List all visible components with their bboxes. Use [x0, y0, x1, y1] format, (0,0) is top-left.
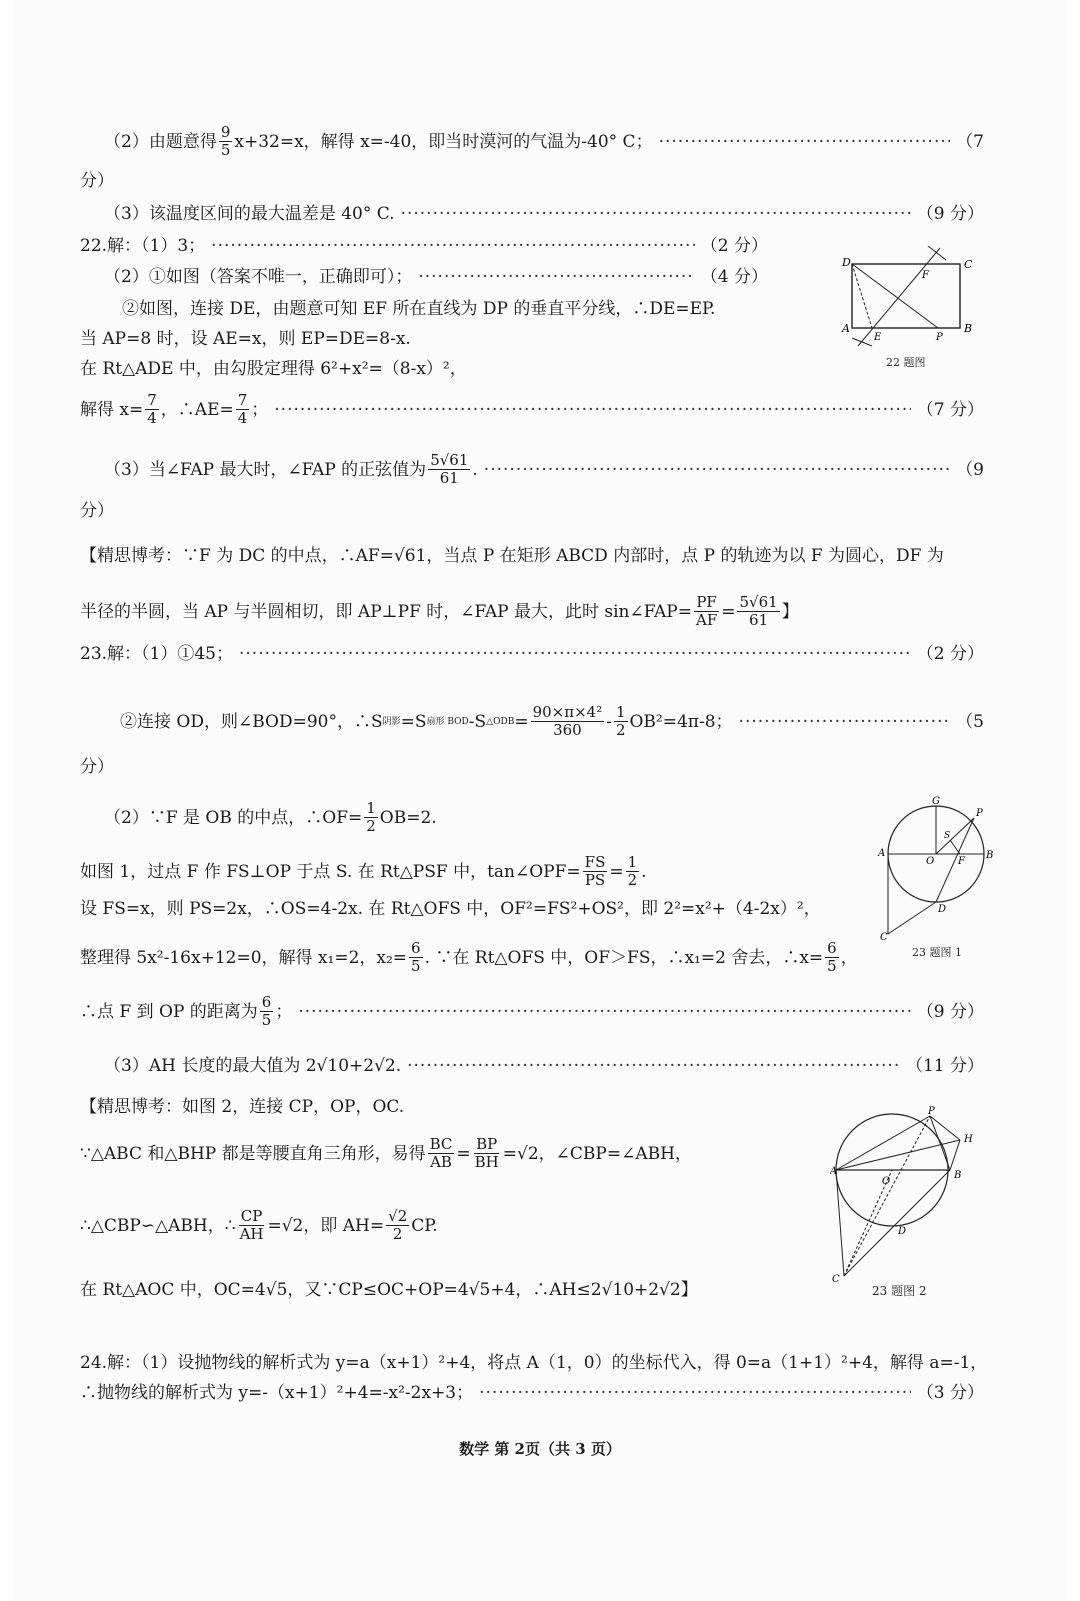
leader-dots — [298, 1001, 910, 1023]
label-a: A — [878, 848, 886, 859]
text: = — [721, 601, 736, 622]
text: =√2，即 AH= — [267, 1215, 385, 1236]
label-p: P — [976, 808, 983, 819]
segment-hb — [950, 1140, 960, 1170]
label-p: P — [936, 332, 943, 343]
insight-note-cont — [80, 594, 984, 629]
fraction: $\frac{6}{5}$ — [261, 993, 272, 1029]
label-f: F — [922, 270, 929, 281]
segment-ac — [836, 1170, 844, 1276]
segment-cp — [844, 1116, 930, 1276]
fraction: $\frac{CP}{AH}$ — [239, 1207, 264, 1243]
score-continuation: 分） — [80, 757, 114, 777]
q23-step: 设 FS=x，则 PS=2x，∴OS=4-2x. 在 Rt△OFS 中，OF²=FS²+OS²，即 2²=x²+（4-2x）²， — [80, 899, 821, 919]
score: （5 — [956, 711, 984, 732]
leader-dots — [401, 203, 911, 225]
text: OB=2. — [379, 807, 437, 828]
fraction: $\frac{1}{2}$ — [627, 853, 638, 889]
insight-note: 【精思博考：∵F 为 DC 的中点，∴AF=√61，当点 P 在矩形 ABCD 内部时，点 P 的轨迹为以 F 为圆心，DF 为 — [80, 546, 944, 566]
text: 22.解：（1）3； — [80, 236, 206, 256]
subscript: 扇形 BOD — [426, 716, 469, 727]
leader-dots — [479, 1382, 911, 1404]
q21-part2-line — [104, 124, 984, 159]
score: （9 分） — [916, 1001, 984, 1022]
text: ∴△CBP∽△ABH，∴ — [80, 1215, 236, 1236]
score: （2 分） — [916, 644, 984, 664]
figure-23-1-diagram — [876, 794, 1006, 944]
fraction: $\frac{5√61}{61}$ — [739, 593, 778, 629]
label-o: O — [926, 856, 935, 867]
text: ②连接 OD，则∠BOD=90°，∴S — [120, 711, 383, 732]
subscript: 阴影 — [382, 716, 401, 727]
text: ； — [275, 1001, 293, 1022]
text: 整理得 5x²-16x+12=0，解得 x₁=2，x₂= — [80, 947, 408, 968]
text: 】 — [781, 601, 799, 622]
q22-part3-line — [104, 452, 984, 487]
leader-dots — [407, 1055, 900, 1077]
q24-line: 24.解：（1）设抛物线的解析式为 y=a（x+1）²+4，将点 A（1，0）的坐标代入，得 0=a（1+1）²+4，解得 a=-1， — [80, 1353, 988, 1373]
figure-22-diagram — [836, 242, 986, 352]
q23-part3-line — [104, 1055, 984, 1077]
fraction: $\frac{5√61}{61}$ — [430, 451, 469, 487]
rectangle-abcd — [852, 264, 960, 328]
figure-22 — [836, 242, 986, 352]
q22-part2-line — [104, 266, 768, 288]
leader-dots — [274, 399, 910, 421]
score-continuation: 分） — [80, 171, 114, 191]
score: （3 分） — [916, 1383, 984, 1403]
fraction: $\frac{FS}{PS}$ — [584, 853, 606, 889]
leader-dots — [239, 643, 911, 665]
insight-note: 【精思博考：如图 2，连接 CP，OP，OC. — [80, 1097, 405, 1117]
figure-23-2-caption: 23 题图 2 — [872, 1284, 927, 1298]
text: （2）①如图（答案不唯一，正确即可）； — [104, 267, 413, 287]
text: . ∵在 Rt△OFS 中，OF＞FS，∴x₁=2 舍去，∴x= — [424, 947, 824, 968]
text: （3）当∠FAP 最大时，∠FAP 的正弦值为 — [104, 459, 427, 480]
label-s: S — [944, 831, 951, 841]
arc-mark — [928, 246, 946, 260]
text: ∴抛物线的解析式为 y=-（x+1）²+4=-x²-2x+3； — [80, 1383, 474, 1403]
text: -S — [468, 711, 487, 732]
leader-dots — [418, 266, 694, 288]
text: 如图 1，过点 F 作 FS⊥OP 于点 S. 在 Rt△PSF 中，tan∠OPF= — [80, 861, 581, 882]
fraction: $\frac{BP}{BH}$ — [474, 1135, 499, 1171]
q23-part2-line — [104, 800, 984, 835]
label-a: A — [842, 322, 850, 335]
label-d: D — [938, 904, 947, 915]
label-c: C — [964, 258, 973, 271]
leader-dots — [659, 131, 951, 153]
insight-step — [80, 1208, 820, 1243]
q22-step: 在 Rt△ADE 中，由勾股定理得 6²+x²=（8-x）²， — [80, 359, 467, 379]
insight-step — [80, 1136, 820, 1171]
fraction: $\frac{7}{4}$ — [147, 391, 157, 427]
label-o: O — [882, 1176, 891, 1187]
segment-cd — [888, 902, 936, 934]
text: 解得 x= — [80, 399, 144, 420]
fraction: $\frac{\text{90×π×4²}}{360}$ — [532, 703, 603, 739]
fraction: $\frac{PF}{AF}$ — [695, 593, 718, 629]
subscript: △ODB — [486, 716, 515, 727]
score: （2 分） — [700, 236, 768, 256]
score: （9 分） — [916, 204, 984, 224]
label-c: C — [832, 1274, 840, 1285]
label-g: G — [932, 796, 940, 807]
label-c: C — [880, 932, 888, 943]
scan-right-edge — [1066, 0, 1080, 1601]
leader-dots — [739, 711, 951, 733]
text: 半径的半圆，当 AP 与半圆相切，即 AP⊥PF 时，∠FAP 最大，此时 sin∠FAP= — [80, 601, 692, 622]
fraction: $\frac{BC}{AB}$ — [429, 1135, 453, 1171]
text: =S — [400, 711, 427, 732]
text: - — [606, 711, 612, 732]
q23-conclusion — [80, 994, 984, 1029]
text: . — [641, 861, 647, 882]
segment-de — [852, 264, 872, 328]
text: ，∴AE= — [160, 399, 234, 420]
segment-op — [936, 818, 974, 854]
fraction: $\frac{6}{5}$ — [411, 939, 421, 975]
figure-23-1-caption: 23 题图 1 — [912, 946, 962, 959]
q23-part1-line — [80, 643, 984, 665]
label-d: D — [842, 256, 851, 269]
fraction: $\frac{9}{5}$ — [220, 123, 231, 159]
score: （9 — [956, 459, 984, 480]
perpendicular-bisector — [858, 248, 940, 346]
label-b: B — [954, 1170, 962, 1181]
q23-step — [80, 854, 880, 889]
q21-part3-line — [104, 203, 984, 225]
arc-mark — [852, 338, 872, 346]
text: 23.解：（1）①45； — [80, 644, 233, 664]
text: CP. — [411, 1215, 438, 1236]
text: . — [472, 459, 478, 480]
q22-solve-line — [80, 392, 984, 427]
label-d: D — [898, 1226, 907, 1237]
figure-22-caption: 22 题图 — [886, 356, 926, 369]
insight-step: 在 Rt△AOC 中，OC=4√5，又∵CP≤OC+OP=4√5+4，∴AH≤2√10+2√2】 — [80, 1280, 698, 1300]
text: = — [456, 1143, 471, 1164]
score: （7 分） — [916, 399, 984, 420]
label-p: P — [928, 1106, 935, 1117]
label-h: H — [964, 1134, 973, 1145]
leader-dots — [484, 459, 950, 481]
figure-23-1 — [876, 794, 1006, 944]
leader-dots — [211, 235, 695, 257]
q22-part1-line — [80, 235, 768, 257]
score-continuation: 分） — [80, 501, 114, 521]
q23-area-line — [120, 704, 984, 739]
q24-result-line — [80, 1382, 984, 1404]
text: OB²=4π-8； — [629, 711, 733, 732]
label-f: F — [958, 856, 965, 867]
fraction: $\frac{7}{4}$ — [237, 391, 248, 427]
text: ∵△ABC 和△BHP 都是等腰直角三角形，易得 — [80, 1143, 426, 1164]
figure-23-2 — [830, 1106, 990, 1286]
text: =√2，∠CBP=∠ABH， — [502, 1143, 692, 1164]
text: （3）AH 长度的最大值为 2√10+2√2. — [104, 1056, 402, 1076]
q22-step: ②如图，连接 DE，由题意可知 EF 所在直线为 DP 的垂直平分线，∴DE=EP. — [122, 299, 716, 319]
q23-step — [80, 940, 880, 975]
score: （11 分） — [905, 1056, 984, 1076]
fraction: $\frac{1}{2}$ — [615, 703, 626, 739]
text: （2）由题意得 — [104, 131, 217, 152]
fraction: $\frac{6}{5}$ — [827, 939, 837, 975]
label-a: A — [830, 1166, 838, 1177]
label-b: B — [964, 322, 973, 335]
text: ； — [251, 399, 269, 420]
label-b: B — [986, 850, 994, 861]
text: ∴点 F 到 OP 的距离为 — [80, 1001, 258, 1022]
q22-step: 当 AP=8 时，设 AE=x，则 EP=DE=8-x. — [80, 329, 411, 349]
score: （7 — [956, 131, 984, 152]
fraction: $\frac{1}{2}$ — [366, 799, 376, 835]
text: = — [609, 861, 624, 882]
scan-left-edge — [0, 0, 14, 1601]
text: （3）该温度区间的最大温差是 40° C. — [104, 204, 395, 224]
text: x+32=x，解得 x=-40，即当时漠河的气温为-40° C； — [234, 131, 653, 152]
text: = — [514, 711, 529, 732]
segment-cb — [844, 1170, 950, 1276]
fraction: $\frac{√2}{2}$ — [388, 1207, 408, 1243]
label-e: E — [874, 332, 882, 343]
figure-23-2-diagram — [830, 1106, 990, 1286]
text: ， — [840, 947, 858, 968]
page-footer: 数学 第 2页（共 3 页） — [459, 1440, 621, 1458]
text: （2）∵F 是 OB 的中点，∴OF= — [104, 807, 363, 828]
score: （4 分） — [700, 267, 768, 287]
segment-ah — [836, 1140, 960, 1170]
